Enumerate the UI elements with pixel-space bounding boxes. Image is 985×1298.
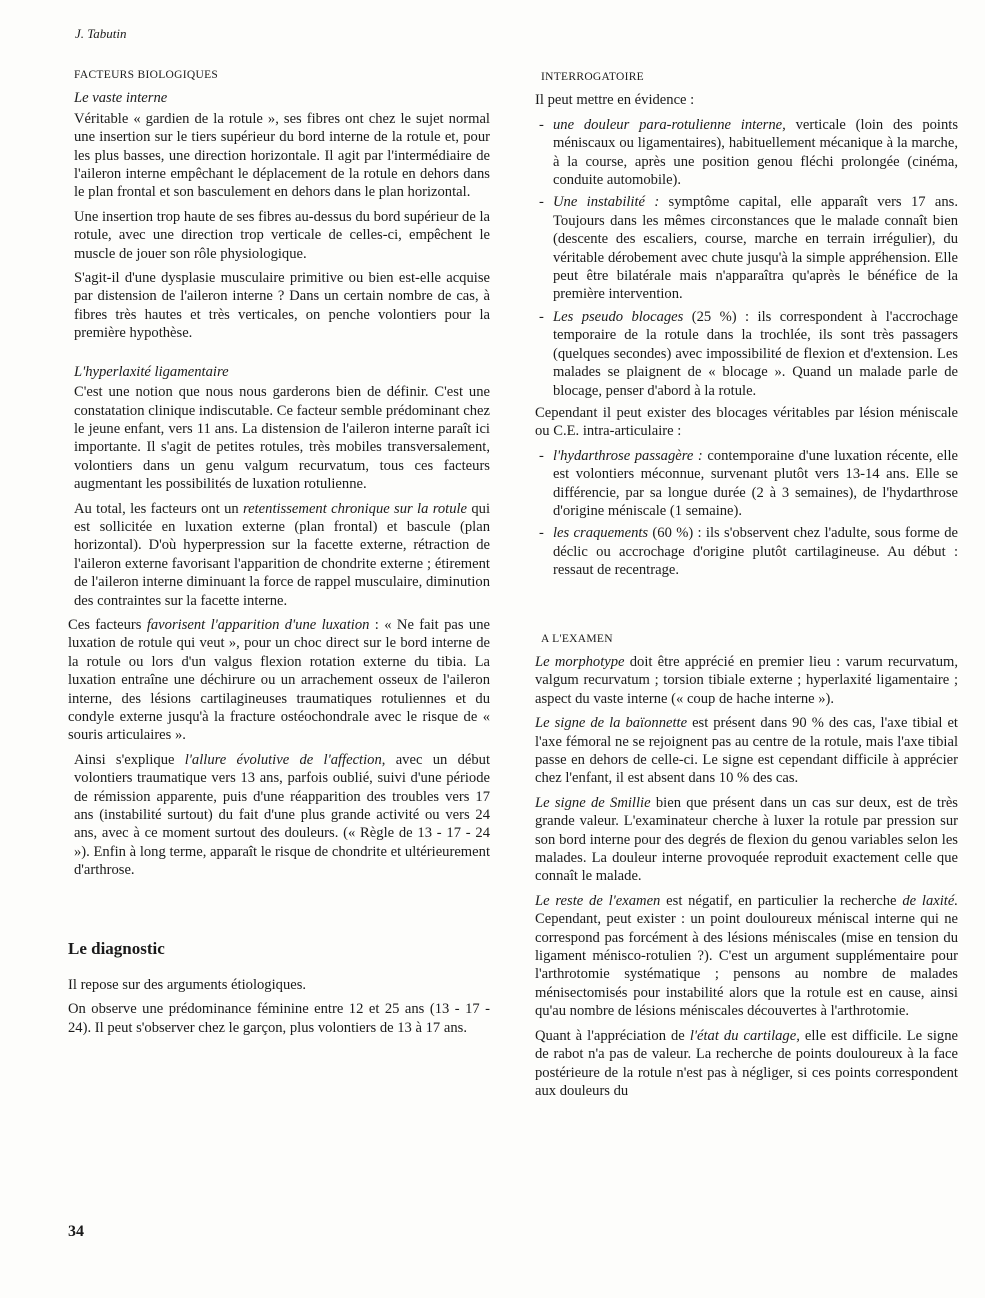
paragraph: Au total, les facteurs ont un retentissement chronique sur la rotule qui est sollicitée en luxation externe (plan frontal) et bascule (plan horizontal). D'où hyperpression sur la facette externe, rétraction de l'aileron externe favorisant l'apparition de chondrite externe ; étirement de l'aileron interne diminuant la force de rappel musculaire, diminution des contraintes sur la facette interne. (74, 500, 491, 609)
list-item: - Une instabilité : symptôme capital, elle apparaît vers 17 ans. Toujours dans les mêmes circonstances que le malade connaît bien (descente des escaliers, course, marche en terrain irrégulier), du véritable dérobement avec chute jusqu'à la simple appréhension. Elle peut être bilatérale mais n'apparaîtra qu'après le bénéfice de la première intervention. (535, 193, 958, 303)
list-item: - une douleur para-rotulienne interne, verticale (loin des points méniscaux ou ligamentaires), habituellement mécanique à la marche, à la course, après une position genou fléchi prolongée (cinéma, conduite automobile). (535, 116, 958, 190)
paragraph: Le signe de la baïonnette est présent dans 90 % des cas, l'axe tibial et l'axe fémoral ne se rejoignent pas au centre de la rotule, mais l'axe tibial passe en dehors de celle-ci. Le signe est cependant difficile à apprécier chez l'enfant, il est absent dans 10 % des cas. (535, 715, 958, 787)
paragraph: Le signe de Smillie bien que présent dans un cas sur deux, est de très grande valeur. L'examinateur cherche à luxer la rotule par pression sur son bord interne pour des degrés de flexion du genou variables selon les malades. La douleur interne provoquée reproduit exactement celle que connaît le malade. (535, 794, 958, 885)
section-heading-facteurs: FACTEURS BIOLOGIQUES (74, 69, 219, 81)
paragraph: Il peut mettre en évidence : (535, 92, 695, 109)
paragraph: Il repose sur des arguments étiologiques. (68, 977, 307, 994)
symptom-list (535, 116, 958, 400)
paragraph: Cependant il peut exister des blocages véritables par lésion méniscale ou C.E. intra-articulaire : (535, 404, 958, 440)
section-heading-interrogatoire: INTERROGATOIRE (541, 71, 645, 83)
paragraph: Véritable « gardien de la rotule », ses fibres ont chez le sujet normal une insertion sur le tiers supérieur du bord interne de la rotule et, pour les plus basses, une direction horizontale. Il agit par l'intermédiaire de l'aileron interne empêchant le déplacement de la rotule en dehors dans le plan frontal et son basculement en dehors dans le plan horizontal. (74, 110, 490, 201)
list-item: - Les pseudo blocages (25 %) : ils correspondent à l'accrochage temporaire de la rotule dans la trochlée, ils sont très passagers (quelques secondes) avec impossibilité de flexion et d'extension. Les malades se plaignent de « blocage ». Quand un malade parle de blocage, penser d'abord à la rotule. (535, 308, 958, 400)
paragraph: Une insertion trop haute de ses fibres au-dessus du bord supérieur de la rotule, avec une direction trop verticale de celles-ci, empêchent le muscle de jouer son rôle physiologique. (74, 208, 490, 262)
paragraph: On observe une prédominance féminine entre 12 et 25 ans (13 - 17 - 24). Il peut s'observer chez le garçon, plus volontiers de 13 à 17 ans. (68, 1001, 490, 1036)
paragraph: Ces facteurs favorisent l'apparition d'une luxation : « Ne fait pas une luxation de rotule qui veut », pour un choc direct sur le bord interne de la rotule ou lors d'un valgus flexion rotation externe du tibia. La luxation entraîne une déchirure ou un arrachement osseux de l'aileron interne, des lésions cartilagineuses traumatiques rotuliennes et du condyle externe jusqu'à la fracture ostéochondrale avec le risque de « souris articulaires ». (68, 616, 491, 744)
paragraph: C'est une notion que nous nous garderons bien de définir. C'est une constatation clinique indiscutable. Ce facteur semble prédominant chez le jeune enfant, vers 11 ans. La distension de l'aileron interne paraît ici importante. Il s'agit de petites rotules, très mobiles transversalement, volontiers dans un genu valgum recurvatum, tous ces facteurs augmentant les possibilités de luxation rotulienne. (74, 384, 490, 493)
paragraph: S'agit-il d'une dysplasie musculaire primitive ou bien est-elle acquise par distension de l'aileron interne ? Dans un certain nombre de cas, à fibres très hautes et très verticales, on penche volontiers pour la première hypothèse. (74, 270, 490, 342)
section-title-diagnostic: Le diagnostic (68, 938, 165, 958)
subheading-hyperlaxite: L'hyperlaxité ligamentaire (74, 363, 229, 380)
list-item: - les craquements (60 %) : ils s'observent chez l'adulte, sous forme de déclic ou accrochage d'origine plutôt cartilagineuse. Au début : ressaut de recentrage. (535, 524, 958, 579)
blocage-list (535, 447, 958, 580)
section-heading-examen: A L'EXAMEN (541, 632, 613, 645)
paragraph: Ainsi s'explique l'allure évolutive de l'affection, avec un début volontiers traumatique vers 13 ans, parfois oublié, suivi d'une période de rémission apparente, puis d'une réapparition des troubles vers 17 ans (instabilité surtout) du fait d'une plus grande activité ou vers 24 ans, avec à ce moment surtout des douleurs. (« Règle de 13 - 17 - 24 »). Enfin à long terme, apparaît le risque de chondrite et ultérieurement d'arthrose. (74, 751, 490, 879)
subheading-vaste-interne: Le vaste interne (74, 90, 168, 107)
paragraph: Quant à l'appréciation de l'état du cartilage, elle est difficile. Le signe de rabot n'a pas de valeur. La recherche de points douloureux à la face postérieure de la rotule n'est pas à négliger, si ces points correspondent aux douleurs du (535, 1027, 958, 1099)
paragraph: Le morphotype doit être apprécié en premier lieu : varum recurvatum, valgum recurvatum ; torsion tibiale externe ; hyperlaxité ligamentaire ; aspect du vaste interne (« coup de hache interne »). (535, 653, 958, 707)
running-head-author: J. Tabutin (75, 26, 127, 41)
right-column (535, 68, 958, 1106)
paragraph: Le reste de l'examen est négatif, en particulier la recherche de laxité. Cependant, peut exister : un point douloureux méniscal interne qui ne correspond pas forcément à des lésions méniscales (mise en tension du ligament ménisco-rotulien ?). C'est un argument supplémentaire pour l'arthrotomie systématique ; pensons au nombre de malades ménisectomisés pour instabilité alors que la rotule est en cause, ainsi qu'au nombre de lésions méniscales découvertes à l'arthrotomie. (535, 892, 958, 1020)
left-column (68, 66, 490, 1043)
page-number: 34 (68, 1223, 84, 1240)
list-item: - l'hydarthrose passagère : contemporaine d'une luxation récente, elle est volontiers méconnue, survenant plutôt vers 13-14 ans. Elle se différencie, par sa longue durée (2 à 3 semaines), de l'hydarthrose d'origine méniscale (1 semaine). (535, 447, 958, 521)
